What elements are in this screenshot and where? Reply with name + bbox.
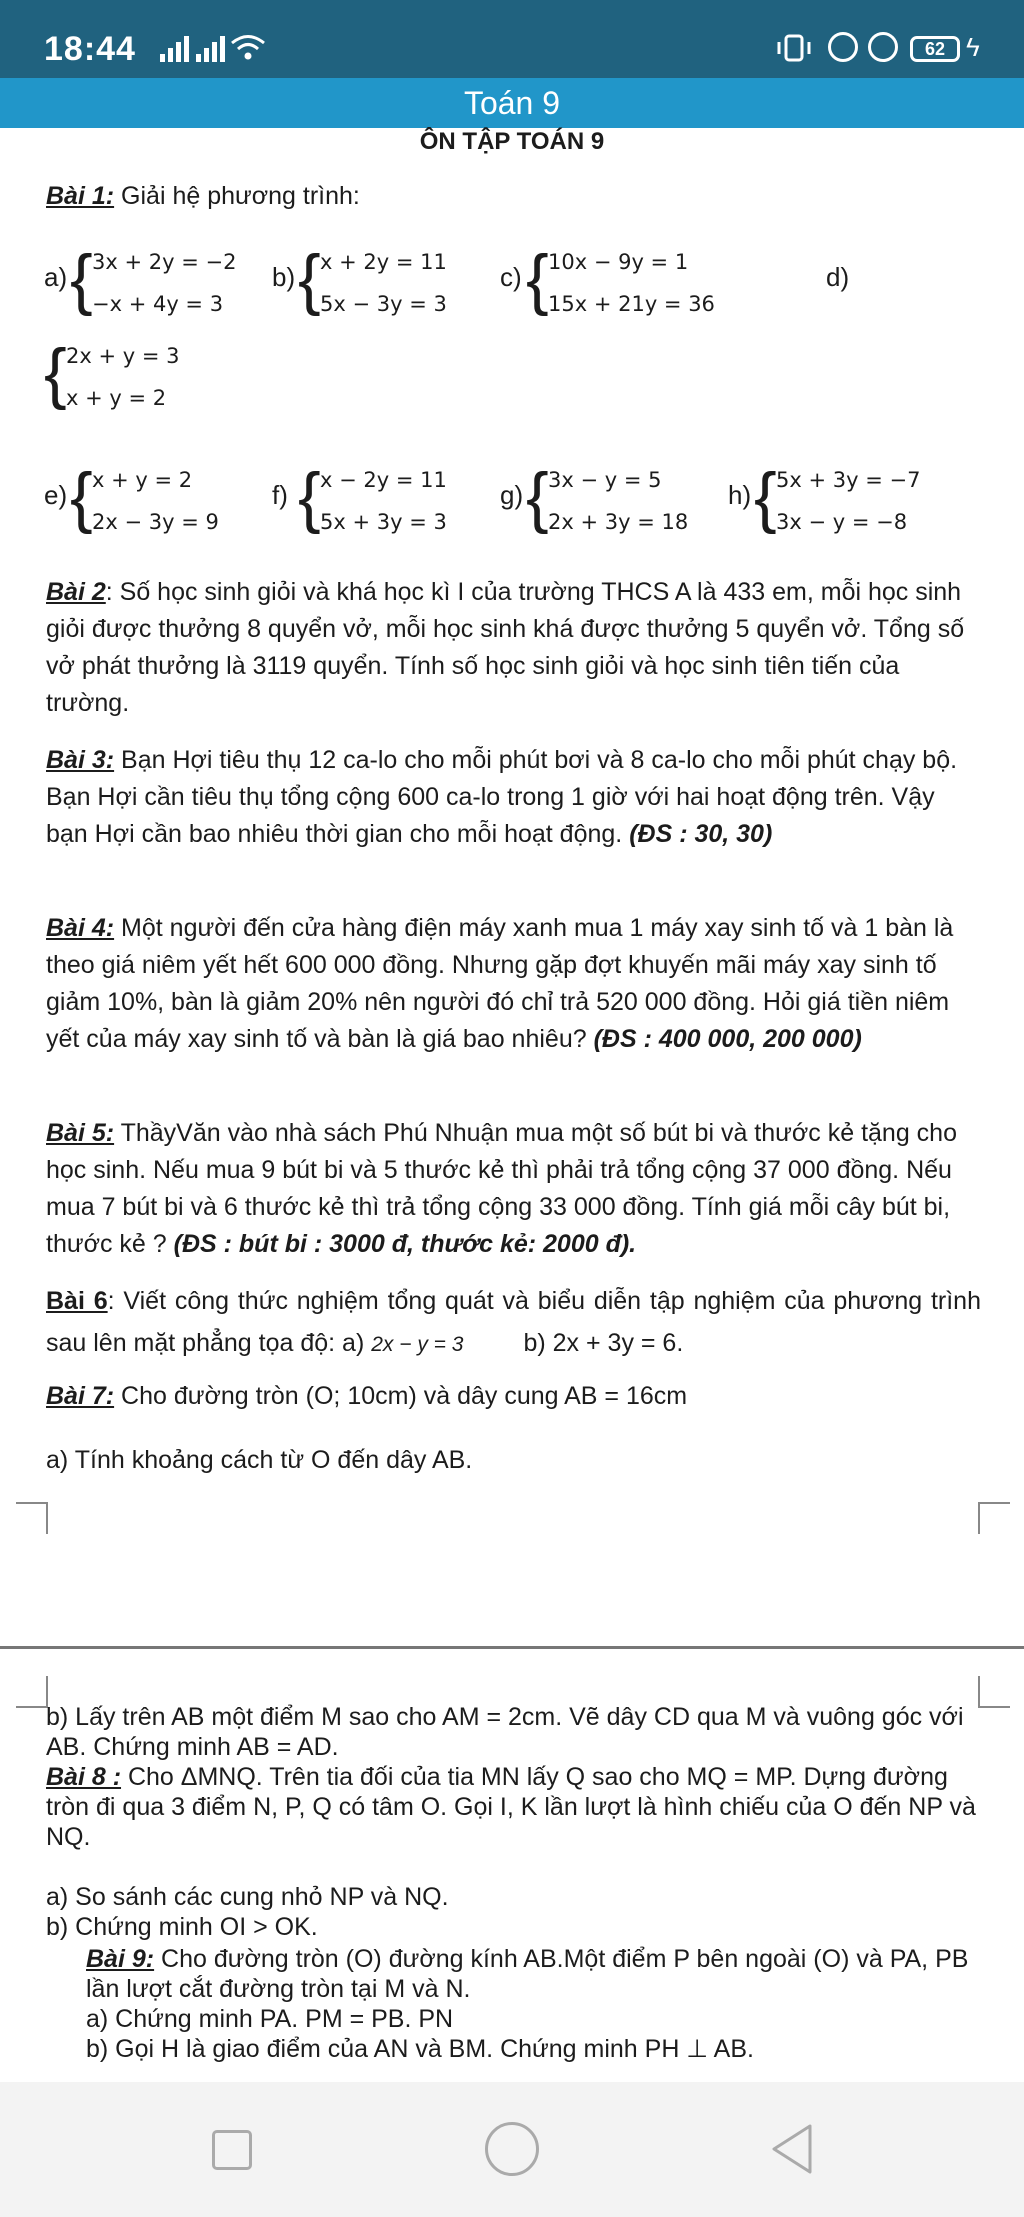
page-corner-mark [16, 1502, 48, 1534]
signal-icon [160, 34, 189, 62]
exercise-7: Bài 7: Cho đường tròn (O; 10cm) và dây cung AB = 16cm [46, 1382, 688, 1410]
system-b: b) { x + 2y = 11 5x − 3y = 3 [272, 241, 447, 317]
recents-button[interactable] [212, 2130, 252, 2170]
battery-icon: 62 [910, 36, 960, 62]
alarm-icon [868, 32, 898, 62]
exercise-7b: b) Lấy trên AB một điểm M sao cho AM = 2cm. Vẽ dây CD qua M và vuông góc với AB. Chứng minh AB = AD. [46, 1703, 964, 1761]
system-d-letter: d) [826, 262, 850, 292]
exercise-6: Bài 6: Viết công thức nghiệm tổng quát và biểu diễn tập nghiệm của phương trình sau lên mặt phẳng tọa độ: a) 2x − y = 3 b) 2x + 3y = 6. [46, 1287, 981, 1357]
exercise-4: Bài 4: Một người đến cửa hàng điện máy xanh mua 1 máy xay sinh tố và 1 bàn là theo giá niêm yết hết 600 000 đồng. Nhưng gặp đợt khuyến mãi máy xay sinh tố giảm 10%, bàn là giảm 20% nên người đó chỉ trả 520 000 đồng. Hỏi giá tiền niêm yết của máy xay sinh tố và bàn là giá bao nhiêu? (ĐS : 400 000, 200 000) [46, 914, 954, 1053]
app-title: Toán 9 [463, 85, 561, 121]
exercise-1: Bài 1: Giải hệ phương trình: [46, 182, 360, 210]
system-h: h) { 5x + 3y = −7 3x − y = −8 [728, 459, 921, 535]
status-time: 18:44 [44, 30, 136, 68]
exercise-2: Bài 2: Số học sinh giỏi và khá học kì I của trường THCS A là 433 em, mỗi học sinh giỏi được thưởng 8 quyển vở, mỗi học sinh khá được thưởng 5 quyển vở. Tổng số vở phát thưởng là 3119 quyển. Tính số học sinh giỏi và học sinh tiên tiến của trường. [46, 578, 965, 717]
charging-icon: ϟ [966, 32, 980, 62]
status-bar [0, 0, 1024, 78]
exercise-8a: a) So sánh các cung nhỏ NP và NQ. [46, 1883, 449, 1911]
page-corner-mark [978, 1502, 1010, 1534]
exercise-9: Bài 9: Cho đường tròn (O) đường kính AB.Một điểm P bên ngoài (O) và PA, PB lần lượt cắt đường tròn tại M và N. [86, 1945, 969, 2003]
exercise-7a: a) Tính khoảng cách từ O đến dây AB. [46, 1446, 473, 1474]
page-divider [0, 1646, 1024, 1649]
system-e: e) { x + y = 2 2x − 3y = 9 [44, 459, 219, 535]
signal-icon-2 [196, 34, 225, 62]
back-button[interactable] [768, 2122, 814, 2176]
system-c: c) { 10x − 9y = 1 15x + 21y = 36 [500, 241, 715, 317]
exercise-9a: a) Chứng minh PA. PM = PB. PN [86, 2005, 454, 2033]
system-f: f) { x − 2y = 11 5x + 3y = 3 [272, 459, 447, 535]
home-button[interactable] [485, 2122, 539, 2176]
exercise-8: Bài 8 : Cho ΔMNQ. Trên tia đối của tia MN lấy Q sao cho MQ = MP. Dựng đường tròn đi qua 3 điểm N, P, Q có tâm O. Gọi I, K lần lượt là hình chiếu của O đến NP và NQ. [46, 1763, 976, 1851]
system-a: a) { 3x + 2y = −2 −x + 4y = 3 [44, 241, 237, 317]
wifi-icon [230, 34, 266, 62]
system-g: g) { 3x − y = 5 2x + 3y = 18 [500, 459, 689, 535]
exercise-5: Bài 5: ThầyVăn vào nhà sách Phú Nhuận mua một số bút bi và thước kẻ tặng cho học sinh. Nếu mua 9 bút bi và 5 thước kẻ thì phải trả tổng cộng 37 000 đồng. Nếu mua 7 bút bi và 6 thước kẻ thì trả tổng cộng 33 000 đồng. Tính giá mỗi cây bút bi, thước kẻ ? (ĐS : bút bi : 3000 đ, thước kẻ: 2000 đ). [46, 1119, 957, 1258]
navigation-bar [0, 2082, 1024, 2217]
exercise-8b: b) Chứng minh OI > OK. [46, 1913, 318, 1941]
app-bar [0, 78, 1024, 128]
page-corner-mark [978, 1676, 1010, 1708]
document-title: ÔN TẬP TOÁN 9 [419, 128, 605, 155]
vibrate-icon [776, 34, 812, 62]
exercise-3: Bài 3: Bạn Hợi tiêu thụ 12 ca-lo cho mỗi phút bơi và 8 ca-lo cho mỗi phút chạy bộ. Bạn Hợi cần tiêu thụ tổng cộng 600 ca-lo trong 1 giờ với hai hoạt động trên. Vậy bạn Hợi cần bao nhiêu thời gian cho mỗi hoạt động. (ĐS : 30, 30) [46, 746, 958, 848]
page-corner-mark [16, 1676, 48, 1708]
system-d: { 2x + y = 3 x + y = 2 [44, 335, 180, 411]
data-saver-icon [828, 32, 858, 62]
exercise-9b: b) Gọi H là giao điểm của AN và BM. Chứng minh PH ⊥ AB. [86, 2035, 754, 2063]
